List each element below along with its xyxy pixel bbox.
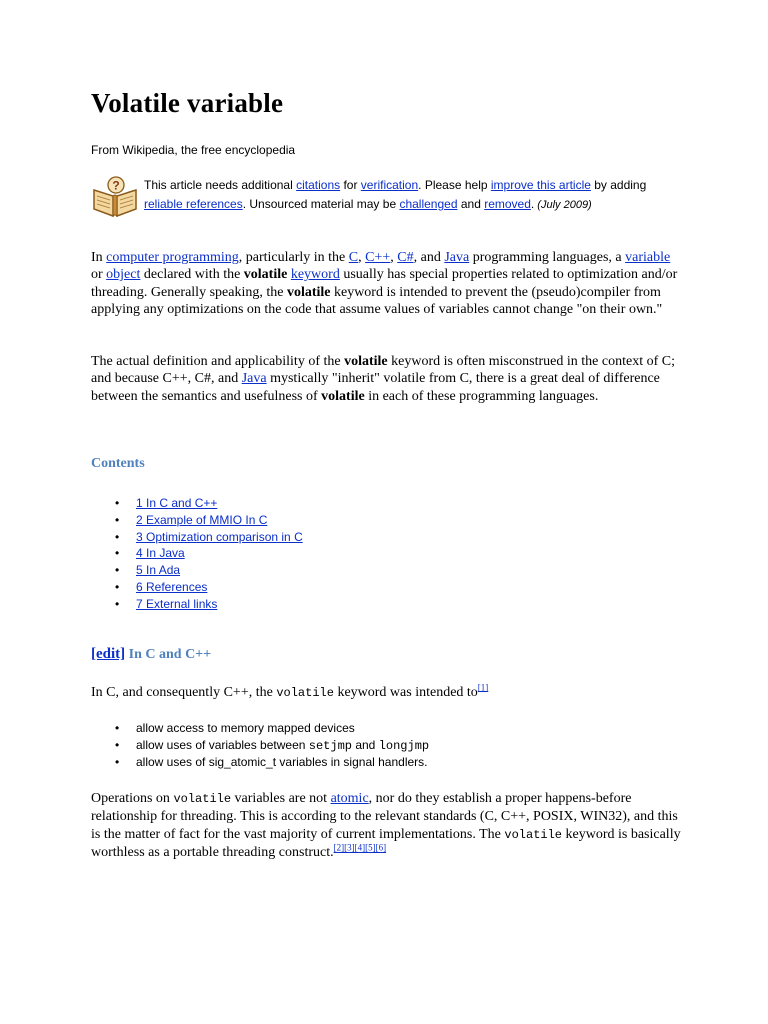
text-run: , nor do they establish a proper happens-before relationship for threading. This is according to the relevant standards (C, C++, POSIX, WIN32), and this is the matter of fact for the vast majority of current implementations. The — [91, 791, 678, 842]
contents-heading: Contents — [91, 456, 145, 471]
list-item — [91, 737, 429, 754]
link-removed[interactable]: removed — [484, 197, 531, 211]
code-volatile: volatile — [276, 686, 334, 700]
toc-item — [91, 495, 303, 512]
notice-text-part: This article needs additional — [144, 178, 297, 192]
code-volatile: volatile — [504, 827, 562, 842]
list-item — [91, 754, 429, 771]
toc-link-references[interactable]: 6 References — [136, 579, 208, 594]
text-run: , particularly in the — [238, 250, 349, 265]
toc-item — [91, 545, 303, 562]
link-java[interactable]: Java — [241, 371, 267, 387]
section-paragraph-2 — [91, 790, 681, 862]
open-book-question-icon — [91, 176, 139, 218]
code-volatile: volatile — [173, 792, 232, 806]
text-run: keyword was intended to — [333, 685, 478, 700]
text-run: , — [358, 250, 366, 265]
text-run: mystically "inherit" volatile from C, there is a great deal of difference between the semantics and usefulness of — [91, 371, 660, 404]
toc-link-in-c-and-cpp[interactable]: 1 In C and C++ — [136, 496, 218, 510]
purpose-list — [91, 720, 429, 771]
toc-item — [91, 596, 303, 613]
text-run: or — [91, 267, 107, 283]
toc-link-in-ada[interactable]: 5 In Ada — [136, 563, 181, 578]
toc-link-external-links[interactable]: 7 External links — [136, 596, 218, 611]
code-setjmp: setjmp — [308, 739, 352, 753]
reference-link[interactable]: [1] — [477, 682, 489, 693]
text-run: Operations on — [91, 791, 174, 806]
section-heading-c-cpp — [91, 646, 211, 663]
toc-link-optimization-comparison[interactable]: 3 Optimization comparison in C — [136, 529, 303, 544]
text-run: In — [91, 250, 107, 265]
svg-text:?: ? — [112, 178, 120, 193]
notice-text — [144, 176, 674, 215]
link-verification[interactable]: verification — [360, 178, 419, 192]
text-run: In C, and consequently C++, the — [91, 685, 277, 700]
link-variable[interactable]: variable — [625, 250, 671, 265]
link-keyword[interactable]: keyword — [290, 267, 340, 283]
notice-text-part: . Please help — [418, 178, 491, 192]
text-run: keyword is basically worthless as a portable threading construct. — [91, 826, 681, 861]
text-run: , and — [413, 250, 445, 265]
text-run: keyword is often misconstrued in the context of C; and because C++, C#, and — [91, 354, 675, 387]
text-run: keyword is intended to prevent the (pseudo)compiler from applying any optimizations on the code that assume values of variables cannot change "on their own." — [91, 284, 663, 318]
page-subtitle: From Wikipedia, the free encyclopedia — [91, 143, 296, 157]
notice-text-part: for — [340, 178, 361, 192]
link-object[interactable]: object — [106, 267, 141, 283]
text-run: The actual definition and applicability of the — [91, 354, 345, 369]
list-item-text: allow uses of sig_atomic_t variables in signal handlers. — [136, 755, 428, 769]
link-reliable-references[interactable]: reliable references — [144, 197, 243, 211]
toc-item — [91, 529, 303, 546]
link-java[interactable]: Java — [444, 250, 470, 265]
link-c[interactable]: C — [348, 250, 359, 265]
bold-term-volatile: volatile — [344, 354, 388, 369]
link-atomic[interactable]: atomic — [330, 791, 369, 806]
code-longjmp: longjmp — [378, 739, 430, 753]
link-improve-article[interactable]: improve this article — [490, 178, 591, 192]
notice-text-part: . Unsourced material may be — [242, 197, 400, 211]
text-run: variables are not — [231, 791, 331, 806]
text-run: declared with the — [140, 267, 244, 283]
notice-text-part: by adding — [590, 178, 647, 192]
bold-term-volatile: volatile — [243, 267, 288, 283]
link-challenged[interactable]: challenged — [399, 197, 458, 211]
notice-text-part: and — [457, 197, 485, 211]
toc-item — [91, 512, 303, 529]
list-item — [91, 720, 429, 737]
reference-links[interactable]: [2][3][4][5][6] — [333, 842, 387, 853]
toc-link-mmio-example[interactable]: 2 Example of MMIO In C — [136, 512, 268, 527]
link-citations[interactable]: citations — [296, 178, 341, 192]
section-title: In C and C++ — [125, 647, 212, 662]
link-computer-programming[interactable]: computer programming — [106, 250, 239, 265]
bold-term-volatile: volatile — [321, 388, 365, 404]
page-title: Volatile variable — [91, 88, 284, 118]
list-item-text: and — [351, 738, 379, 752]
section-paragraph-1 — [91, 684, 681, 702]
link-csharp[interactable]: C# — [397, 250, 414, 265]
link-cpp[interactable]: C++ — [365, 250, 391, 265]
intro-paragraph-1 — [91, 249, 681, 319]
toc-item — [91, 579, 303, 596]
intro-paragraph-2 — [91, 353, 681, 405]
list-item-text: allow access to memory mapped devices — [136, 721, 355, 735]
toc-item — [91, 562, 303, 579]
table-of-contents — [91, 495, 303, 613]
list-item-text: allow uses of variables between — [136, 738, 309, 752]
bold-term-volatile: volatile — [286, 284, 331, 300]
text-run: usually has special properties related to optimization and/or threading. Generally speaking, the — [91, 267, 678, 300]
text-run: programming languages, a — [469, 250, 626, 265]
text-run: , — [390, 250, 398, 265]
notice-text-part: . — [530, 197, 535, 211]
notice-date: (July 2009) — [534, 199, 592, 211]
toc-link-in-java[interactable]: 4 In Java — [136, 546, 185, 561]
edit-section-link[interactable]: [edit] — [91, 646, 126, 662]
text-run: in each of these programming languages. — [364, 388, 599, 404]
